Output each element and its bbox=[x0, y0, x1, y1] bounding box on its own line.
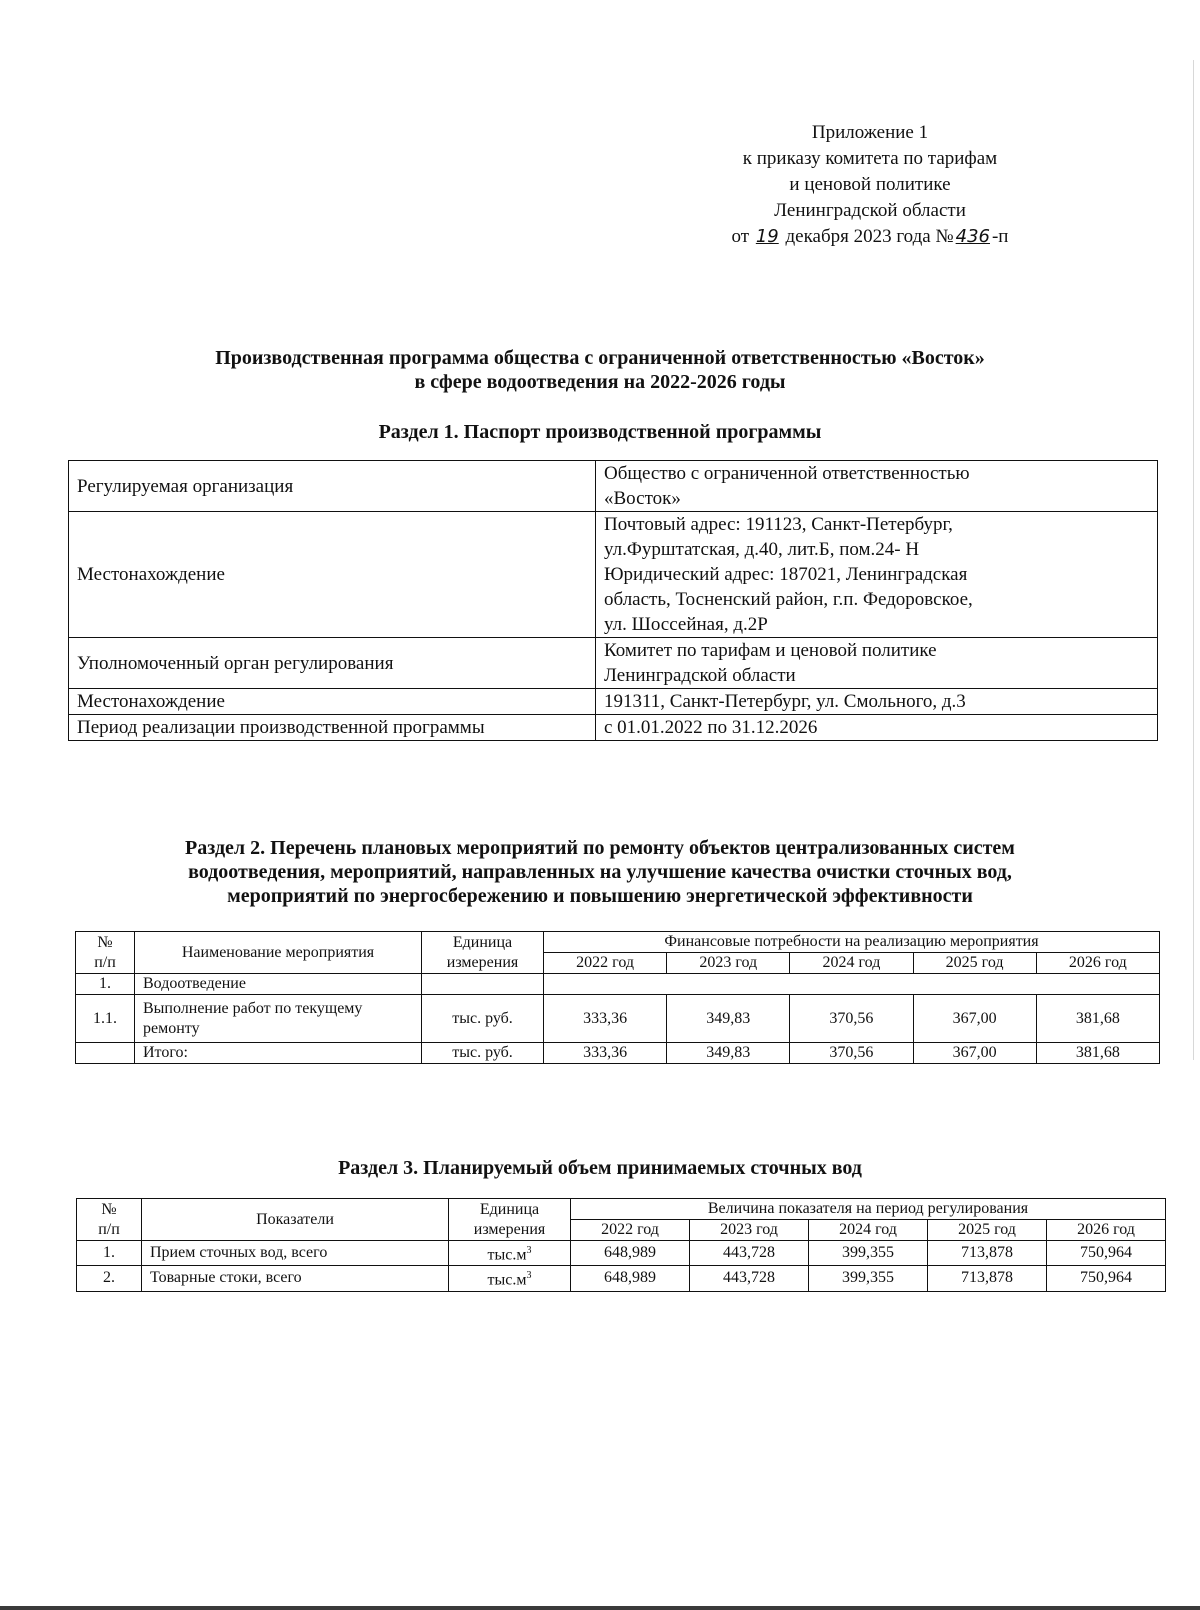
unit-text: тыс.м bbox=[487, 1271, 527, 1289]
col-group-header: Финансовые потребности на реализацию мероприятия bbox=[544, 932, 1160, 953]
section3-heading: Раздел 3. Планируемый объем принимаемых сточных вод bbox=[338, 1157, 862, 1179]
date-prefix: от bbox=[731, 226, 750, 247]
year-header: 2025 год bbox=[913, 953, 1036, 974]
cell-value: 750,964 bbox=[1047, 1266, 1166, 1291]
value-line: Юридический адрес: 187021, Ленинградская bbox=[604, 564, 968, 585]
document-title bbox=[60, 346, 1140, 394]
value-line: Общество с ограниченной ответственностью bbox=[604, 463, 970, 484]
cell-number bbox=[76, 1043, 135, 1064]
scan-bottom-edge bbox=[0, 1606, 1200, 1610]
table-row bbox=[69, 638, 1158, 689]
cell-value: 713,878 bbox=[928, 1266, 1047, 1291]
cell-number: 1. bbox=[76, 974, 135, 995]
table-row bbox=[77, 1241, 1166, 1266]
value-line: с 01.01.2022 по 31.12.2026 bbox=[604, 717, 818, 738]
header-row bbox=[77, 1199, 1166, 1220]
cell-name: Прием сточных вод, всего bbox=[142, 1241, 449, 1266]
col-unit-header bbox=[449, 1199, 571, 1241]
unit-text: тыс.м bbox=[487, 1246, 527, 1264]
header-text: п/п bbox=[94, 953, 116, 971]
cell-unit bbox=[422, 974, 544, 995]
appendix-line-4: Ленинградской области bbox=[774, 200, 966, 221]
year-header: 2022 год bbox=[544, 953, 667, 974]
section2-heading-line-1: Раздел 2. Перечень плановых мероприятий по ремонту объектов централизованных систем bbox=[185, 837, 1015, 859]
row-value bbox=[596, 512, 1158, 638]
cell-value: 370,56 bbox=[790, 995, 913, 1043]
cell-number: 2. bbox=[77, 1266, 142, 1291]
year-header: 2026 год bbox=[1047, 1220, 1166, 1241]
section2-heading-line-3: мероприятий по энергосбережению и повышению энергетической эффективности bbox=[227, 885, 973, 907]
year-header: 2026 год bbox=[1036, 953, 1159, 974]
cell-value: 381,68 bbox=[1036, 1043, 1159, 1064]
cell-value: 381,68 bbox=[1036, 995, 1159, 1043]
total-row bbox=[76, 1043, 1160, 1064]
cell-name: Товарные стоки, всего bbox=[142, 1266, 449, 1291]
value-line: Комитет по тарифам и ценовой политике bbox=[604, 640, 937, 661]
header-text: п/п bbox=[98, 1220, 120, 1238]
title-line-2: в сфере водоотведения на 2022-2026 годы bbox=[414, 371, 786, 393]
cell-value: 349,83 bbox=[667, 995, 790, 1043]
cell-unit: тыс. руб. bbox=[422, 995, 544, 1043]
cell-value: 333,36 bbox=[544, 995, 667, 1043]
cell-value: 399,355 bbox=[809, 1266, 928, 1291]
year-header: 2023 год bbox=[690, 1220, 809, 1241]
unit-superscript: 3 bbox=[526, 1245, 532, 1256]
measures-table bbox=[75, 931, 1160, 1064]
col-name-header: Показатели bbox=[142, 1199, 449, 1241]
header-text: измерения bbox=[446, 953, 519, 971]
row-label: Уполномоченный орган регулирования bbox=[69, 638, 596, 689]
row-value bbox=[596, 689, 1158, 715]
col-number-header bbox=[77, 1199, 142, 1241]
order-suffix: -п bbox=[991, 226, 1009, 247]
cell-value: 713,878 bbox=[928, 1241, 1047, 1266]
cell-value: 370,56 bbox=[790, 1043, 913, 1064]
row-value bbox=[596, 638, 1158, 689]
cell-value: 333,36 bbox=[544, 1043, 667, 1064]
row-label: Регулируемая организация bbox=[69, 461, 596, 512]
cell-unit bbox=[449, 1266, 571, 1291]
year-header: 2024 год bbox=[809, 1220, 928, 1241]
appendix-header bbox=[690, 120, 1050, 250]
appendix-line-3: и ценовой политике bbox=[789, 174, 951, 195]
cell-unit bbox=[449, 1241, 571, 1266]
header-text: Единица bbox=[452, 933, 513, 951]
cell-value: 648,989 bbox=[571, 1266, 690, 1291]
header-text: Единица bbox=[479, 1200, 540, 1218]
value-line: ул.Фурштатская, д.40, лит.Б, пом.24- Н bbox=[604, 539, 920, 560]
cell-value: 367,00 bbox=[913, 995, 1036, 1043]
value-line: Почтовый адрес: 191123, Санкт-Петербург, bbox=[604, 514, 953, 535]
name-line: Выполнение работ по текущему bbox=[143, 999, 363, 1017]
col-name-header: Наименование мероприятия bbox=[135, 932, 422, 974]
row-value bbox=[596, 715, 1158, 741]
year-header: 2022 год bbox=[571, 1220, 690, 1241]
row-label: Местонахождение bbox=[69, 689, 596, 715]
header-text: № bbox=[97, 933, 113, 951]
table-row bbox=[76, 974, 1160, 995]
scan-edge bbox=[1193, 60, 1194, 1060]
value-line: «Восток» bbox=[604, 488, 681, 509]
row-label: Местонахождение bbox=[69, 512, 596, 638]
year-header: 2025 год bbox=[928, 1220, 1047, 1241]
col-group-header: Величина показателя на период регулирования bbox=[571, 1199, 1166, 1220]
cell-name: Итого: bbox=[135, 1043, 422, 1064]
col-unit-header bbox=[422, 932, 544, 974]
name-line: ремонту bbox=[143, 1019, 200, 1037]
cell-value: 367,00 bbox=[913, 1043, 1036, 1064]
appendix-line-1: Приложение 1 bbox=[811, 122, 929, 143]
unit-superscript: 3 bbox=[526, 1270, 532, 1282]
cell-value: 443,728 bbox=[690, 1266, 809, 1291]
cell-number: 1. bbox=[77, 1241, 142, 1266]
year-header: 2024 год bbox=[790, 953, 913, 974]
row-value bbox=[596, 461, 1158, 512]
passport-table bbox=[68, 460, 1158, 741]
header-text: № bbox=[101, 1200, 117, 1218]
table-row bbox=[69, 715, 1158, 741]
table-row bbox=[69, 512, 1158, 638]
handwritten-number: 436 bbox=[955, 226, 990, 247]
value-line: область, Тосненский район, г.п. Федоровское, bbox=[604, 589, 973, 610]
appendix-date-line bbox=[690, 224, 1050, 250]
table-row bbox=[69, 689, 1158, 715]
cell-value: 349,83 bbox=[667, 1043, 790, 1064]
section2-heading-line-2: водоотведения, мероприятий, направленных на улучшение качества очистки сточных вод, bbox=[188, 861, 1012, 883]
section1-heading: Раздел 1. Паспорт производственной программы bbox=[378, 421, 822, 443]
header-text: измерения bbox=[473, 1220, 546, 1238]
cell-name: Водоотведение bbox=[135, 974, 422, 995]
section2-heading bbox=[60, 836, 1140, 908]
header-row bbox=[76, 932, 1160, 953]
wastewater-volume-table bbox=[76, 1198, 1166, 1292]
table-row bbox=[77, 1266, 1166, 1291]
appendix-line-2: к приказу комитета по тарифам bbox=[742, 148, 998, 169]
value-line: Ленинградской области bbox=[604, 665, 796, 686]
col-number-header bbox=[76, 932, 135, 974]
value-line: ул. Шоссейная, д.2Р bbox=[604, 614, 768, 635]
year-header: 2023 год bbox=[667, 953, 790, 974]
cell-value: 648,989 bbox=[571, 1241, 690, 1266]
table-row bbox=[76, 995, 1160, 1043]
cell-value: 750,964 bbox=[1047, 1241, 1166, 1266]
table-row bbox=[69, 461, 1158, 512]
cell-value: 443,728 bbox=[690, 1241, 809, 1266]
date-middle: декабря 2023 года № bbox=[785, 226, 954, 247]
cell-value: 399,355 bbox=[809, 1241, 928, 1266]
cell-name bbox=[135, 995, 422, 1043]
cell-number: 1.1. bbox=[76, 995, 135, 1043]
cell-empty bbox=[544, 974, 1160, 995]
handwritten-day: 19 bbox=[755, 226, 779, 247]
value-line: 191311, Санкт-Петербург, ул. Смольного, д.3 bbox=[604, 691, 966, 712]
row-label: Период реализации производственной программы bbox=[69, 715, 596, 741]
cell-unit: тыс. руб. bbox=[422, 1043, 544, 1064]
title-line-1: Производственная программа общества с ограниченной ответственностью «Восток» bbox=[215, 347, 985, 369]
